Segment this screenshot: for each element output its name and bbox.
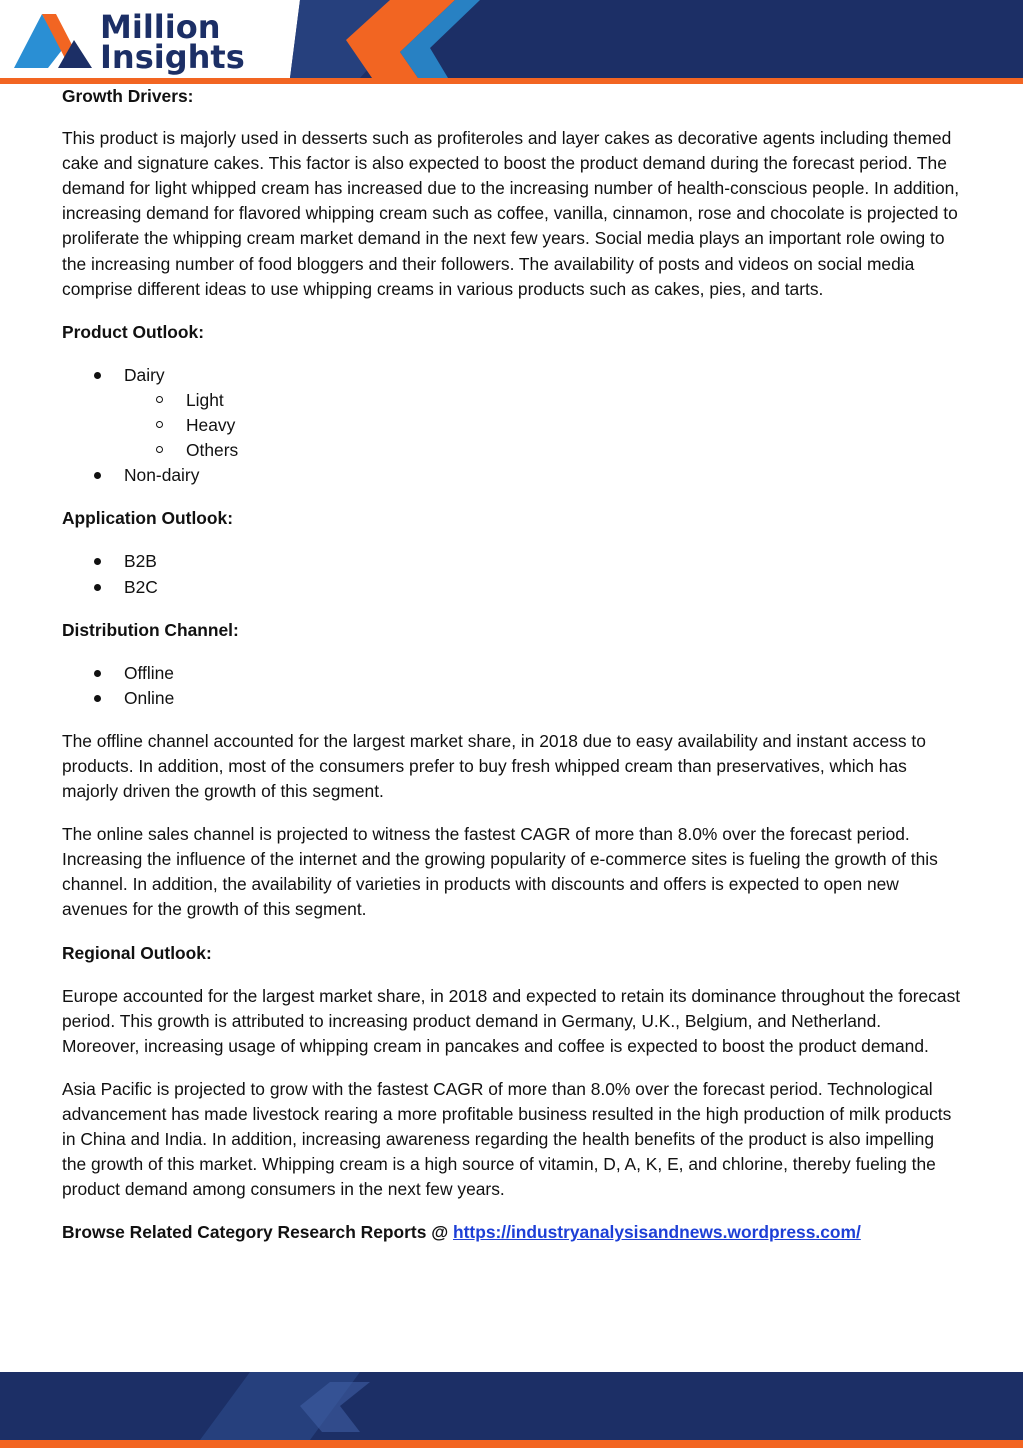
million-insights-logo [0,0,260,78]
related-reports-link[interactable]: https://industryanalysisandnews.wordpress.com/ [452,1222,861,1243]
logo-line1: Million [100,8,221,46]
offline-paragraph: The offline channel accounted for the largest market share, in 2018 due to easy availability and instant access to products. In addition, most of the consumers prefer to buy fresh whipped cream than preservatives, which has majorly driven the growth of this segment. [62,730,926,802]
growth-drivers-heading: Growth Drivers: [62,86,194,106]
product-list [62,363,962,488]
list-item: Dairy Light Heavy Others [62,363,962,463]
browse-label: Browse Related Category Research Reports @ [62,1222,453,1243]
europe-paragraph: Europe accounted for the largest market share, in 2018 and expected to retain its dominance throughout the forecast period. This growth is attributed to increasing product demand in Germany, U.K., Belgium, and Netherland. Moreover, increasing usage of whipping cream in pancakes and coffee is expected to boost the product demand. [62,985,961,1056]
list-item: Others [124,438,962,463]
footer-banner [0,1372,1023,1448]
product-outlook-heading: Product Outlook: [62,321,205,342]
application-outlook-heading: Application Outlook: [62,508,233,529]
dairy-sublist [124,388,962,463]
page-footer [0,1372,1023,1448]
list-item: B2B [62,549,962,574]
list-item: Online [62,686,962,711]
page-header [0,0,1023,84]
distribution-channel-heading: Distribution Channel: [62,619,239,640]
browse-line [62,1220,962,1245]
list-item: Non-dairy [62,463,962,488]
list-item: B2C [62,575,962,600]
document-body [62,84,962,1245]
logo-line2: Insights [100,38,245,76]
online-paragraph: The online sales channel is projected to witness the fastest CAGR of more than 8.0% over the forecast period. Increasing the influence of the internet and the growing popularity of e-commerce sites is fueling the growth of this channel. In addition, the availability of varieties in products with discounts and offers is expected to open new avenues for the growth of this segment. [62,824,938,920]
asia-pacific-paragraph: Asia Pacific is projected to grow with the fastest CAGR of more than 8.0% over the forecast period. Technological advancement has made livestock rearing a more profitable business resulted in the high production of milk products in China and India. In addition, increasing awareness regarding the health benefits of the product is also impelling the growth of this market. Whipping cream is a high source of vitamin, D, A, K, E, and chlorine, thereby fueling the product demand among consumers in the next few years. [62,1078,952,1200]
list-item: Heavy [124,413,962,438]
growth-drivers-paragraph: This product is majorly used in desserts such as profiteroles and layer cakes as decorative agents including themed cake and signature cakes. This factor is also expected to boost the product demand during the forecast period. The demand for light whipped cream has increased due to the increasing number of health-conscious people. In addition, increasing demand for flavored whipping cream such as coffee, vanilla, cinnamon, rose and chocolate is projected to proliferate the whipping cream market demand in the next few years. Social media plays an important role owing to the increasing number of food bloggers and their followers. The availability of posts and videos on social media comprise different ideas to use whipping creams in various products such as cakes, pies, and tarts. [62,128,960,299]
application-list [62,549,962,599]
distribution-list [62,661,962,711]
list-item: Light [124,388,962,413]
list-item: Offline [62,661,962,686]
regional-outlook-heading: Regional Outlook: [62,942,212,963]
